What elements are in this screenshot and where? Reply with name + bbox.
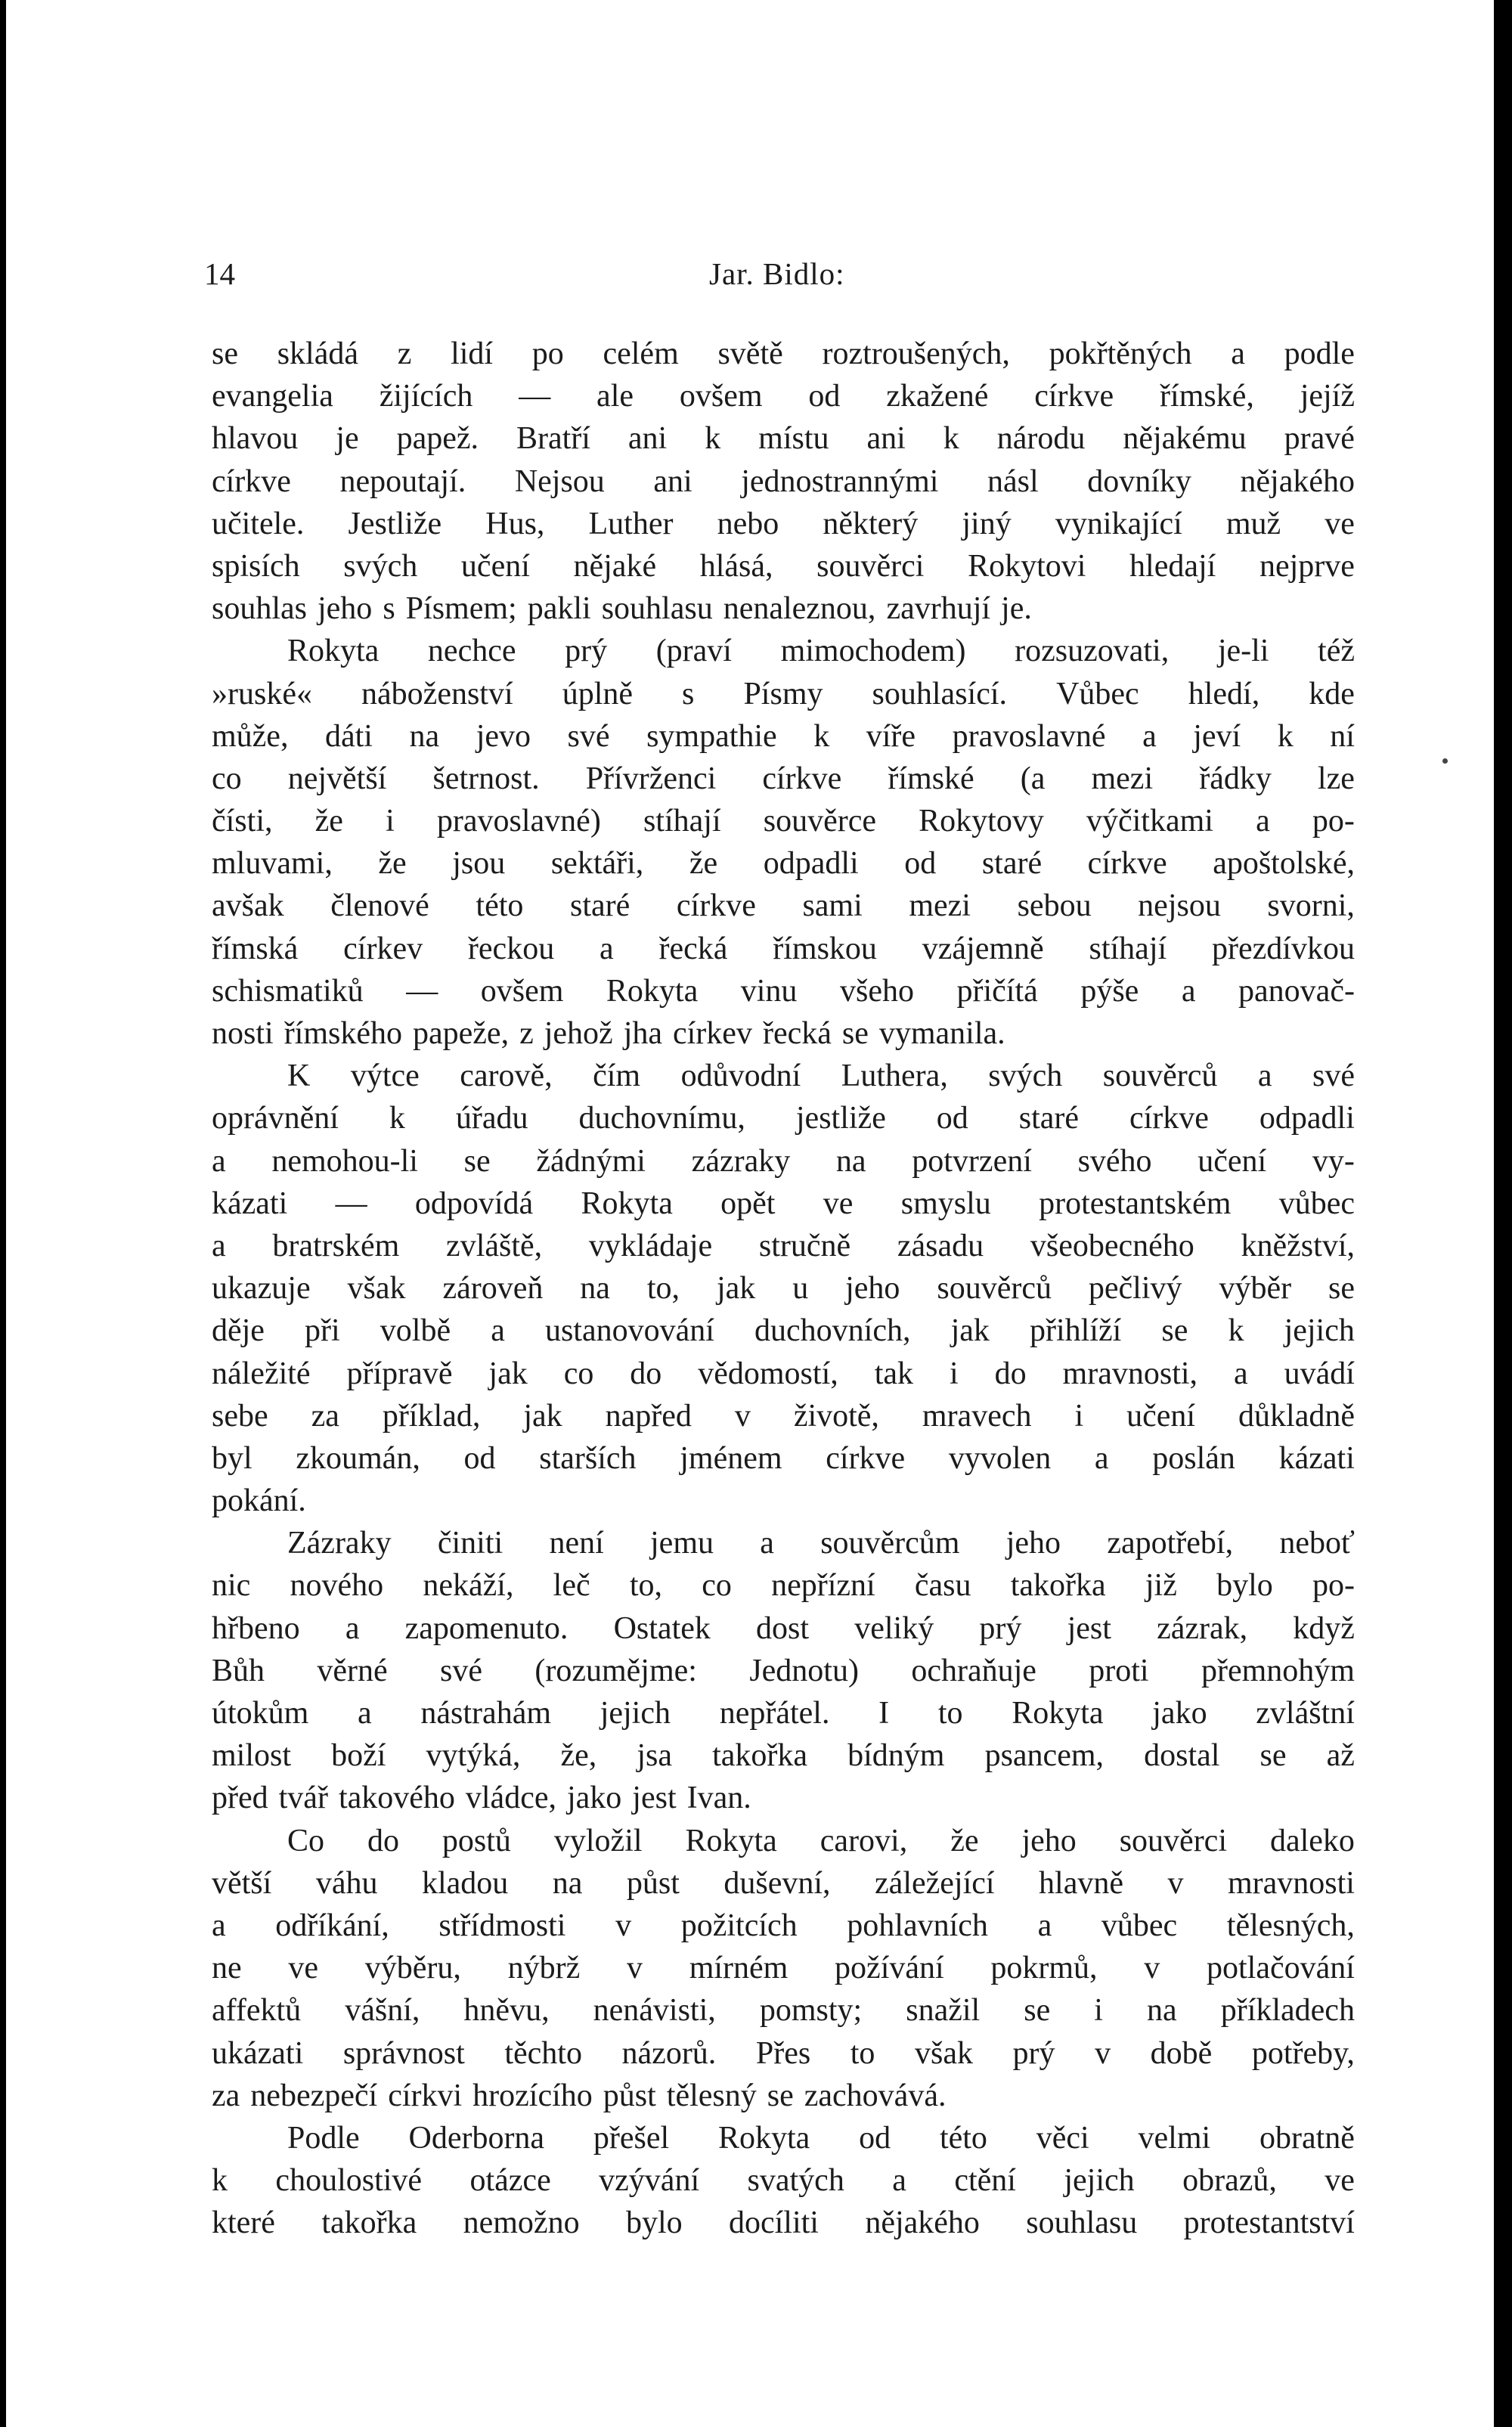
page-number: 14 xyxy=(204,256,235,291)
margin-speck xyxy=(1442,758,1448,764)
text-line: pokání. xyxy=(212,1483,306,1519)
text-line: nic nového nekáží, leč to, co nepřízní času takořka již bylo po- xyxy=(212,1568,1355,1604)
text-line: »ruské« náboženství úplně s Písmy souhlasící. Vůbec hledí, kde xyxy=(212,676,1355,711)
text-line: Zázraky činiti není jemu a souvěrcům jeho zapotřebí, neboť xyxy=(287,1526,1355,1561)
text-line: kázati — odpovídá Rokyta opět ve smyslu protestantském vůbec xyxy=(212,1186,1355,1221)
text-line: nosti římského papeže, z jehož jha církev řecká se vymanila. xyxy=(212,1016,1005,1051)
text-line: k choulostivé otázce vzývání svatých a ctění jejich obrazů, ve xyxy=(212,2163,1355,2199)
text-line: ukázati správnost těchto názorů. Přes to však prý v době potřeby, xyxy=(212,2035,1355,2071)
text-line: ne ve výběru, nýbrž v mírném požívání pokrmů, v potlačování xyxy=(212,1951,1355,1986)
text-line: větší váhu kladou na půst duševní, záležející hlavně v mravnosti xyxy=(212,1865,1355,1901)
book-page xyxy=(6,0,1494,2427)
text-line: Co do postů vyložil Rokyta carovi, že jeho souvěrci daleko xyxy=(287,1823,1355,1858)
text-line: byl zkoumán, od starších jménem církve vyvolen a poslán kázati xyxy=(212,1440,1355,1476)
text-line: a nemohou-li se žádnými zázraky na potvrzení svého učení vy- xyxy=(212,1143,1355,1179)
text-line: co největší šetrnost. Přívrženci církve římské (a mezi řádky lze xyxy=(212,761,1355,796)
text-line: útokům a nástrahám jejich nepřátel. I to Rokyta jako zvláštní xyxy=(212,1696,1355,1731)
text-line: avšak členové této staré církve sami mezi sebou nejsou svorni, xyxy=(212,888,1355,924)
page-header xyxy=(6,251,1494,296)
text-line: affektů vášní, hněvu, nenávisti, pomsty; snažil se i na příkladech xyxy=(212,1993,1355,2029)
text-line: náležité přípravě jak co do vědomostí, tak i do mravnosti, a uvádí xyxy=(212,1356,1355,1391)
text-line: sebe za příklad, jak napřed v životě, mravech i učení důkladně xyxy=(212,1398,1355,1434)
text-line: hřbeno a zapomenuto. Ostatek dost veliký prý jest zázrak, když xyxy=(212,1610,1355,1646)
text-line: které takořka nemožno bylo docíliti nějakého souhlasu protestantství xyxy=(212,2205,1355,2241)
text-line: církve nepoutají. Nejsou ani jednostrannými násl dovníky nějakého xyxy=(212,463,1355,499)
text-line: evangelia žijících — ale ovšem od zkažené církve římské, jejíž xyxy=(212,379,1355,414)
text-line: spisích svých učení nějaké hlásá, souvěrci Rokytovi hledají nejprve xyxy=(212,548,1355,584)
text-line: se skládá z lidí po celém světě roztroušených, pokřtěných a podle xyxy=(212,336,1355,371)
text-line: mluvami, že jsou sektáři, že odpadli od staré církve apoštolské, xyxy=(212,846,1355,882)
text-line: ukazuje však zároveň na to, jak u jeho souvěrců pečlivý výběr se xyxy=(212,1271,1355,1306)
text-line: a odříkání, střídmosti v požitcích pohlavních a vůbec tělesných, xyxy=(212,1908,1355,1943)
text-line: oprávnění k úřadu duchovnímu, jestliže od staré církve odpadli xyxy=(212,1101,1355,1136)
text-line: hlavou je papež. Bratří ani k místu ani k národu nějakému pravé xyxy=(212,421,1355,457)
text-line: schismatiků — ovšem Rokyta vinu všeho přičítá pýše a panovač- xyxy=(212,973,1355,1009)
text-line: K výtce carově, čím odůvodní Luthera, svých souvěrců a své xyxy=(287,1059,1355,1094)
body-text xyxy=(212,333,1355,2244)
text-line: může, dáti na jevo své sympathie k víře pravoslavné a jeví k ní xyxy=(212,718,1355,754)
text-line: Podle Oderborna přešel Rokyta od této věci velmi obratně xyxy=(287,2120,1355,2156)
text-line: děje při volbě a ustanovování duchovních, jak přihlíží se k jejich xyxy=(212,1313,1355,1349)
text-line: a bratrském zvláště, vykládaje stručně zásadu všeobecného kněžství, xyxy=(212,1228,1355,1263)
text-line: před tvář takového vládce, jako jest Ivan. xyxy=(212,1781,751,1816)
text-line: souhlas jeho s Písmem; pakli souhlasu nenaleznou, zavrhují je. xyxy=(212,591,1032,627)
text-line: za nebezpečí církvi hrozícího půst tělesný se zachovává. xyxy=(212,2078,947,2113)
text-line: učitele. Jestliže Hus, Luther nebo některý jiný vynikající muž ve xyxy=(212,506,1355,541)
running-head: Jar. Bidlo: xyxy=(709,256,845,291)
text-line: římská církev řeckou a řecká římskou vzájemně stíhají přezdívkou xyxy=(212,931,1355,966)
text-line: čísti, že i pravoslavné) stíhají souvěrce Rokytovy výčitkami a po- xyxy=(212,804,1355,839)
text-line: Bůh věrné své (rozumějme: Jednotu) ochraňuje proti přemnohým xyxy=(212,1653,1355,1688)
text-line: Rokyta nechce prý (praví mimochodem) rozsuzovati, je-li též xyxy=(287,634,1355,669)
text-line: milost boží vytýká, že, jsa takořka bídným psancem, dostal se až xyxy=(212,1738,1355,1774)
